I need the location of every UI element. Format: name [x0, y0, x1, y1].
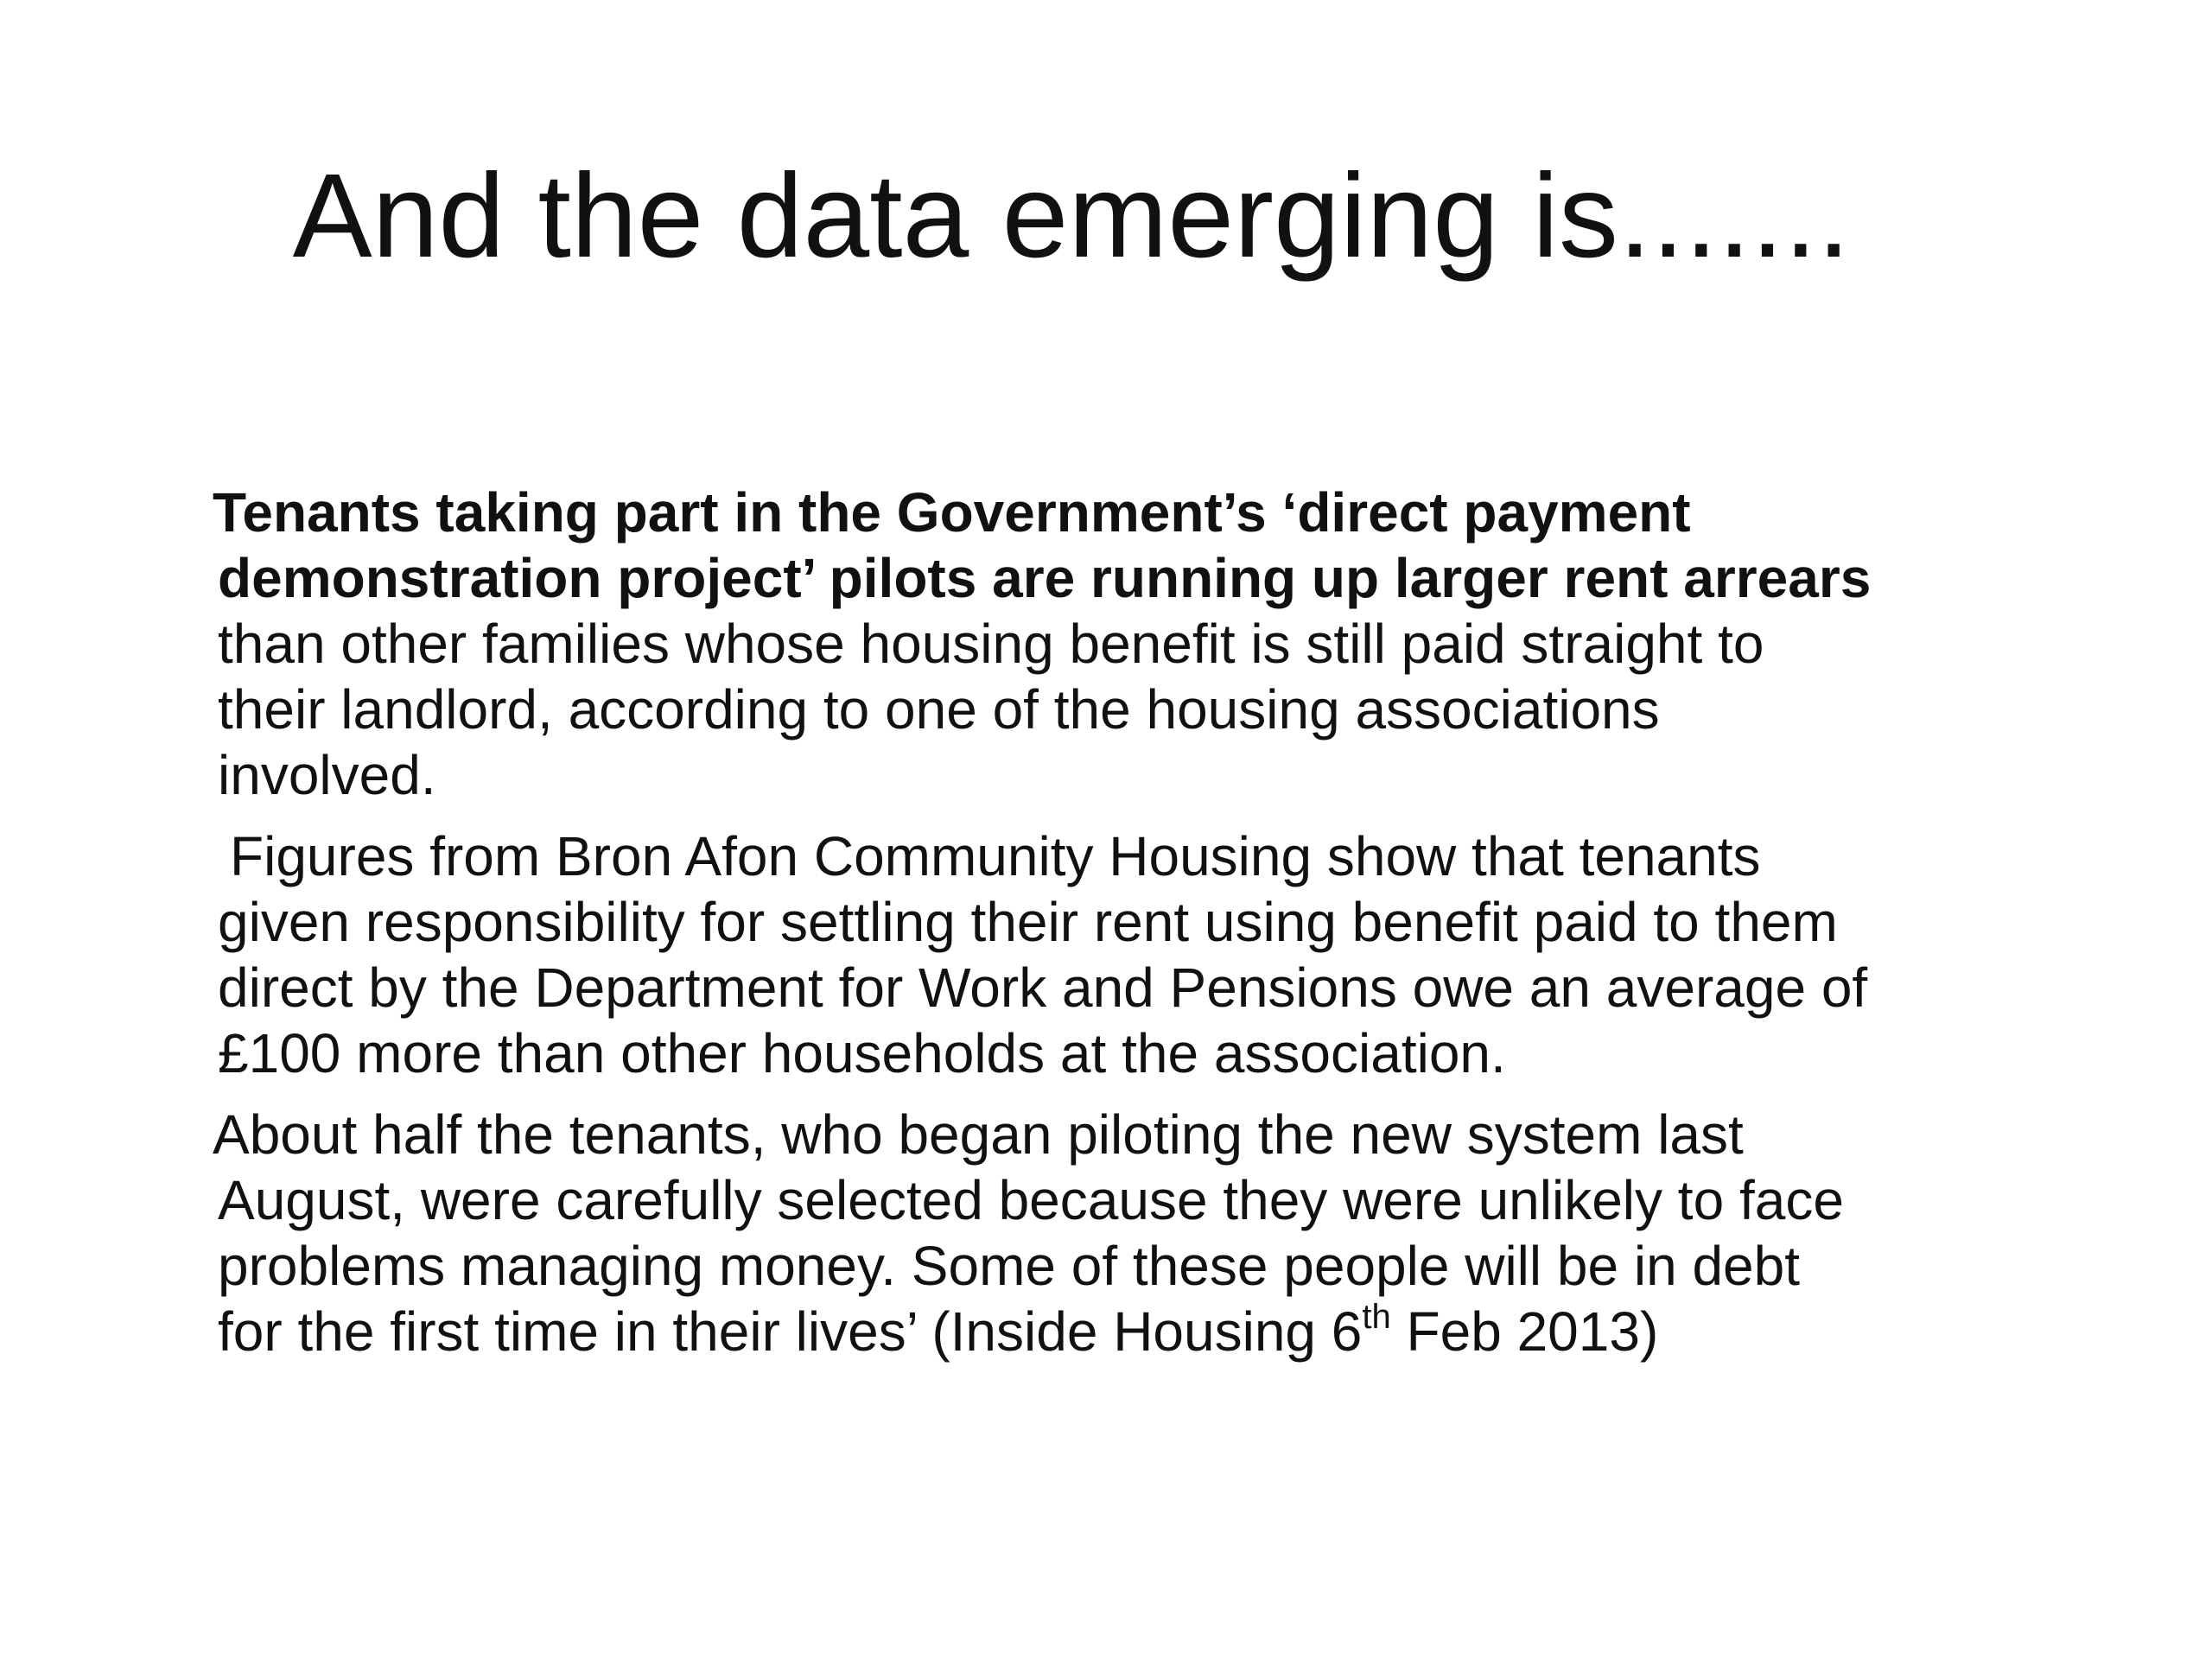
paragraph-3-line-3: problems managing money. Some of these people will be in debt: [218, 1235, 1800, 1297]
paragraph-3: [213, 1102, 2119, 1364]
paragraph-2: [218, 823, 2119, 1086]
paragraph-1-line-5: involved.: [218, 744, 436, 806]
paragraph-3-line-4-text: for the first time in their lives’ (Inside Housing 6: [218, 1300, 1363, 1363]
paragraph-1-line-4: their landlord, according to one of the housing associations: [218, 678, 1660, 741]
slide-title: [0, 143, 2212, 289]
slide-title-text: And the data emerging is.......: [292, 149, 1851, 283]
paragraph-2-line-4: £100 more than other households at the association.: [218, 1022, 1506, 1084]
paragraph-1-line-3: than other families whose housing benefit is still paid straight to: [218, 613, 1764, 675]
ordinal-suffix: th: [1362, 1298, 1391, 1336]
paragraph-2-line-1: Figures from Bron Afon Community Housing show that tenants: [230, 825, 1761, 887]
paragraph-3-line-1: About half the tenants, who began piloting the new system last: [213, 1103, 1744, 1166]
paragraph-1-line-2: demonstration project’ pilots are running up larger rent arrears: [218, 547, 1872, 609]
paragraph-1: [213, 480, 2119, 808]
paragraph-3-line-2: August, were carefully selected because they were unlikely to face: [218, 1169, 1844, 1231]
paragraph-3-line-4: [218, 1299, 2119, 1364]
paragraph-1-line-1: Tenants taking part in the Government’s ‘direct payment: [213, 481, 1691, 543]
paragraph-2-line-3: direct by the Department for Work and Pensions owe an average of: [218, 957, 1868, 1019]
paragraph-3-line-4-date: Feb 2013): [1390, 1300, 1659, 1363]
slide-body: [213, 480, 2119, 1380]
paragraph-2-line-2: given responsibility for settling their rent using benefit paid to them: [218, 891, 1838, 953]
